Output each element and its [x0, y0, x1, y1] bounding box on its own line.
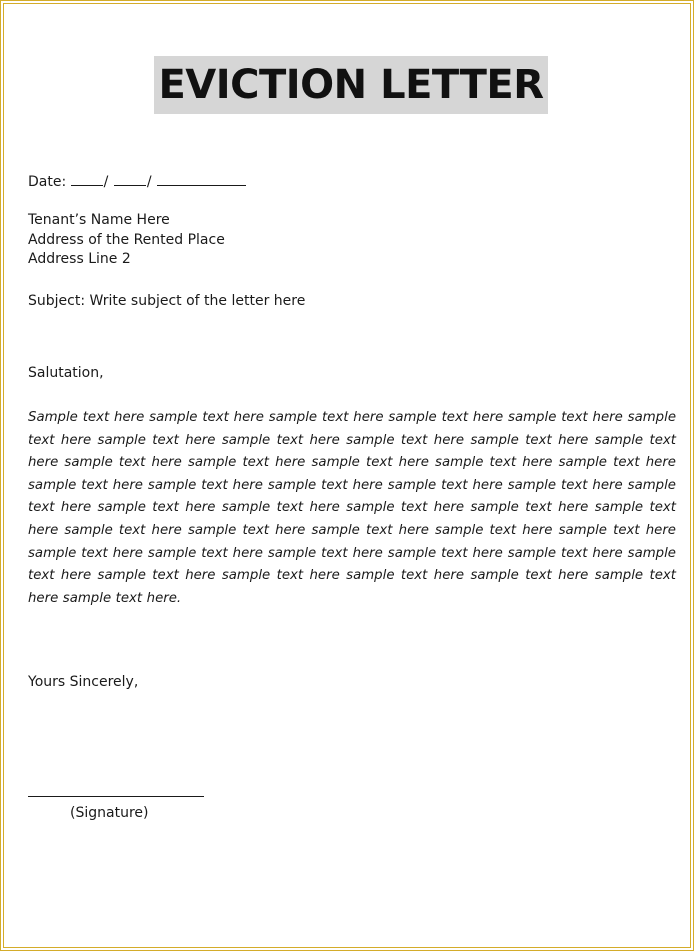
address-line-2: Address Line 2: [28, 251, 131, 267]
signature-line: [28, 796, 204, 797]
letter-title: EVICTION LETTER: [154, 56, 547, 114]
date-line: [28, 173, 246, 192]
tenant-name: Tenant’s Name Here: [28, 212, 170, 228]
title-container: [4, 56, 694, 114]
date-label: Date:: [28, 174, 67, 190]
address-line-1: Address of the Rented Place: [28, 232, 225, 248]
letter-body: Sample text here sample text here sample text here sample text here sample text here sample text here sample text here sample text here sample text here sample text here sample text here sample text here sample text here sample text here sample text here sample text here sample text here sample text here sample text here sample text here sample text here sample text here sample text here sample text here sample text here sample text here sample text here sample text here sample text here sample text here sample text here sample text here sample text here sample text here sample text here sample text here sample text here sample text here sample text here sample text here sample text here sample text here sample text here sample text here.: [28, 410, 676, 606]
subject-line: Subject: Write subject of the letter here: [28, 293, 306, 309]
date-year-blank: [157, 173, 246, 186]
salutation: Salutation,: [28, 365, 104, 381]
date-slash-1: /: [103, 174, 109, 190]
date-month-blank: [114, 173, 146, 186]
closing: Yours Sincerely,: [28, 674, 139, 690]
signature-label: (Signature): [70, 805, 149, 821]
date-slash-2: /: [146, 174, 152, 190]
date-day-blank: [71, 173, 103, 186]
